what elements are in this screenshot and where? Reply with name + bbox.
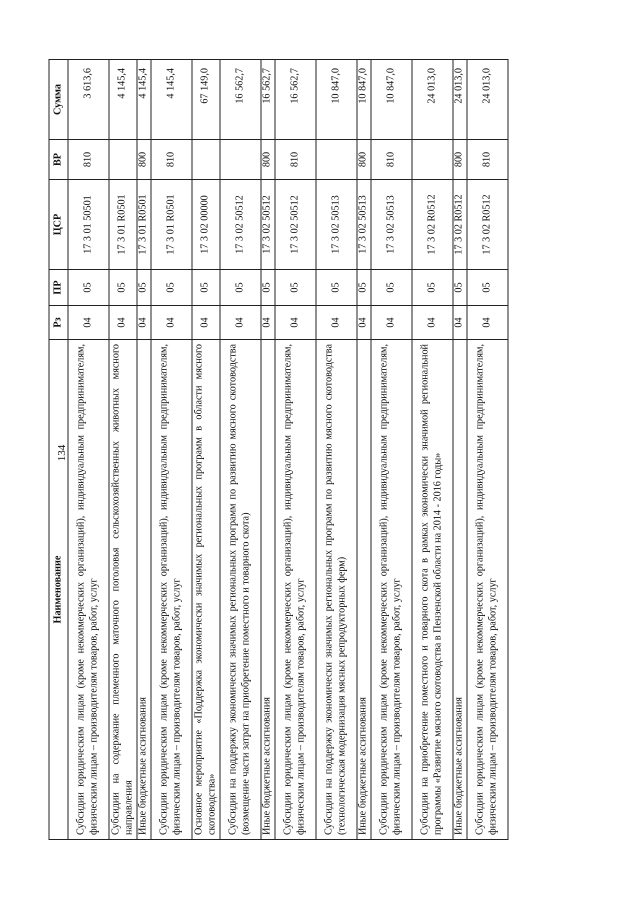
- row-csr: 17 3 02 50512: [220, 180, 261, 270]
- table-row: [453, 60, 467, 840]
- row-sum: 4 145,4: [137, 60, 151, 140]
- row-sum: 16 562,7: [220, 60, 261, 140]
- row-pr: 05: [68, 270, 109, 306]
- row-rz: 04: [275, 306, 316, 340]
- row-rz: 04: [151, 306, 192, 340]
- row-sum: 24 013,0: [453, 60, 467, 140]
- row-csr: 17 3 02 R0512: [412, 180, 453, 270]
- row-rz: 04: [371, 306, 412, 340]
- row-csr: 17 3 02 50513: [357, 180, 371, 270]
- row-sum: 10 847,0: [357, 60, 371, 140]
- row-sum: 10 847,0: [316, 60, 357, 140]
- row-csr: 17 3 02 50513: [371, 180, 412, 270]
- header-rz: Рз: [49, 306, 68, 340]
- row-name: Основное мероприятие «Поддержка экономически значимых региональных программ в области мясного скотоводства»: [192, 340, 220, 840]
- row-rz: 04: [357, 306, 371, 340]
- row-rz: 04: [220, 306, 261, 340]
- row-rz: 04: [68, 306, 109, 340]
- row-name: Субсидии юридическим лицам (кроме некоммерческих организаций), индивидуальным предпринимателям, физическим лицам – производителям товаров, работ, услуг: [467, 340, 508, 840]
- row-pr: 05: [275, 270, 316, 306]
- row-sum: 3 613,6: [68, 60, 109, 140]
- table-row: [151, 60, 192, 840]
- row-sum: 24 013,0: [412, 60, 453, 140]
- row-vr: [412, 140, 453, 180]
- row-pr: 05: [467, 270, 508, 306]
- header-vr: ВР: [49, 140, 68, 180]
- row-csr: 17 3 02 R0512: [453, 180, 467, 270]
- row-sum: 10 847,0: [371, 60, 412, 140]
- row-sum: 24 013,0: [467, 60, 508, 140]
- row-name: Субсидии юридическим лицам (кроме некоммерческих организаций), индивидуальным предпринимателям, физическим лицам – производителям товаров, работ, услуг: [275, 340, 316, 840]
- row-pr: 05: [316, 270, 357, 306]
- row-vr: 810: [151, 140, 192, 180]
- table-row: [192, 60, 220, 840]
- row-name: Иные бюджетные ассигнования: [261, 340, 275, 840]
- row-pr: 05: [261, 270, 275, 306]
- header-row: [49, 60, 68, 840]
- row-pr: 05: [357, 270, 371, 306]
- row-rz: 04: [109, 306, 137, 340]
- row-vr: 800: [261, 140, 275, 180]
- row-pr: 05: [453, 270, 467, 306]
- row-name: Субсидии на поддержку экономически значимых региональных программ по развитию мясного скотоводства (технологическая модернизация мясных репродукторных ферм): [316, 340, 357, 840]
- row-pr: 05: [371, 270, 412, 306]
- row-csr: 17 3 01 R0501: [137, 180, 151, 270]
- table-row: [467, 60, 508, 840]
- table-row: [109, 60, 137, 840]
- table-row: [412, 60, 453, 840]
- table-row: [68, 60, 109, 840]
- row-name: Субсидии на поддержку экономически значимых региональных программ по развитию мясного скотоводства (возмещение части затрат на приобретение поместного и товарного скота): [220, 340, 261, 840]
- row-name: Субсидии юридическим лицам (кроме некоммерческих организаций), индивидуальным предпринимателям, физическим лицам – производителям товаров, работ, услуг: [68, 340, 109, 840]
- row-rz: 04: [467, 306, 508, 340]
- row-vr: 810: [467, 140, 508, 180]
- row-vr: 810: [68, 140, 109, 180]
- row-name: Субсидии на приобретение поместного и товарного скота в рамках экономически значимой региональной программы «Развитие мясного скотоводства в Пензенской области на 2014 - 2016 годы»: [412, 340, 453, 840]
- row-sum: 4 145,4: [109, 60, 137, 140]
- row-csr: 17 3 02 50512: [261, 180, 275, 270]
- row-vr: 800: [453, 140, 467, 180]
- rotated-table-wrapper: [49, 60, 592, 840]
- row-vr: [316, 140, 357, 180]
- row-csr: 17 3 02 00000: [192, 180, 220, 270]
- table-row: [316, 60, 357, 840]
- row-vr: 810: [275, 140, 316, 180]
- row-name: Иные бюджетные ассигнования: [137, 340, 151, 840]
- table-row: [371, 60, 412, 840]
- row-csr: 17 3 02 50513: [316, 180, 357, 270]
- row-vr: 800: [357, 140, 371, 180]
- row-name: Иные бюджетные ассигнования: [357, 340, 371, 840]
- row-vr: [109, 140, 137, 180]
- row-vr: 810: [371, 140, 412, 180]
- row-csr: 17 3 02 R0512: [467, 180, 508, 270]
- header-sum: Сумма: [49, 60, 68, 140]
- table-row: [220, 60, 261, 840]
- header-name: Наименование: [49, 340, 68, 840]
- row-pr: 05: [412, 270, 453, 306]
- row-name: Иные бюджетные ассигнования: [453, 340, 467, 840]
- table-row: [261, 60, 275, 840]
- page-number: 134: [56, 444, 68, 462]
- row-sum: 16 562,7: [275, 60, 316, 140]
- row-rz: 04: [261, 306, 275, 340]
- row-csr: 17 3 02 50512: [275, 180, 316, 270]
- row-csr: 17 3 01 50501: [68, 180, 109, 270]
- budget-table: [49, 59, 509, 840]
- row-pr: 05: [151, 270, 192, 306]
- row-csr: 17 3 01 R0501: [109, 180, 137, 270]
- row-rz: 04: [316, 306, 357, 340]
- row-name: Субсидии на содержание племенного маточного поголовья сельскохозяйственных животных мясного направления: [109, 340, 137, 840]
- header-csr: ЦСР: [49, 180, 68, 270]
- row-pr: 05: [192, 270, 220, 306]
- row-rz: 04: [137, 306, 151, 340]
- row-csr: 17 3 01 R0501: [151, 180, 192, 270]
- row-sum: 67 149,0: [192, 60, 220, 140]
- row-pr: 05: [137, 270, 151, 306]
- row-vr: [220, 140, 261, 180]
- row-rz: 04: [453, 306, 467, 340]
- header-pr: ПР: [49, 270, 68, 306]
- row-pr: 05: [220, 270, 261, 306]
- row-vr: 800: [137, 140, 151, 180]
- row-pr: 05: [109, 270, 137, 306]
- row-name: Субсидии юридическим лицам (кроме некоммерческих организаций), индивидуальным предпринимателям, физическим лицам – производителям товаров, работ, услуг: [151, 340, 192, 840]
- table-row: [137, 60, 151, 840]
- row-vr: [192, 140, 220, 180]
- row-sum: 4 145,4: [151, 60, 192, 140]
- row-name: Субсидии юридическим лицам (кроме некоммерческих организаций), индивидуальным предпринимателям, физическим лицам – производителям товаров, работ, услуг: [371, 340, 412, 840]
- row-rz: 04: [192, 306, 220, 340]
- row-rz: 04: [412, 306, 453, 340]
- row-sum: 16 562,7: [261, 60, 275, 140]
- table-row: [357, 60, 371, 840]
- table-row: [275, 60, 316, 840]
